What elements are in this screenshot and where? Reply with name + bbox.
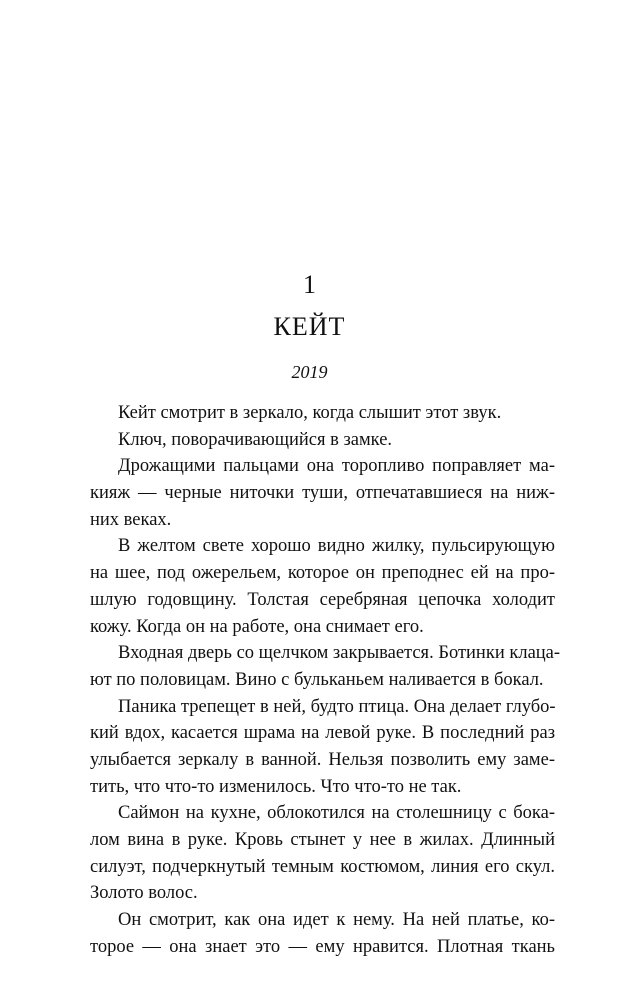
text-line: лом вина в руке. Кровь стынет у нее в жилах. Длинный <box>90 830 555 850</box>
text-line: Он смотрит, как она идет к нему. На ней платье, ко- <box>118 910 555 931</box>
text-line: кияж — черные ниточки туши, отпечатавшиеся на ниж- <box>90 483 555 504</box>
chapter-title: КЕЙТ <box>273 312 346 341</box>
text-line: силуэт, подчеркнутый темным костюмом, линия его скул. <box>90 856 555 877</box>
text-line: кий вдох, касается шрама на левой руке. В последний раз <box>90 723 555 744</box>
text-line: Саймон на кухне, облокотился на столешницу с бока- <box>118 803 555 824</box>
text-line: Дрожащими пальцами она торопливо поправляет ма- <box>118 456 555 477</box>
text-line: Входная дверь со щелчком закрывается. Ботинки клаца- <box>118 643 561 664</box>
text-line: Паника трепещет в ней, будто птица. Она делает глубо- <box>118 696 556 717</box>
text-line: кожу. Когда он на работе, она снимает его. <box>90 616 424 637</box>
chapter-year: 2019 <box>291 362 328 382</box>
text-line: Золото волос. <box>90 883 198 904</box>
chapter-number: 1 <box>303 270 316 299</box>
body-text <box>90 400 561 960</box>
text-line: улыбается зеркалу в ванной. Нельзя позволить ему заме- <box>90 749 555 770</box>
text-line: Ключ, поворачивающийся в замке. <box>118 429 393 450</box>
text-line: тить, что что-то изменилось. Что что-то не так. <box>90 776 462 797</box>
text-line: на шее, под ожерельем, которое он преподнес ей на про- <box>90 563 555 584</box>
text-line: Кейт смотрит в зеркало, когда слышит этот звук. <box>118 403 502 423</box>
text-line: торое — она знает это — ему нравится. Плотная ткань <box>90 936 555 957</box>
text-line: ют по половицам. Вино с бульканьем наливается в бокал. <box>90 669 544 690</box>
text-line: шлую годовщину. Толстая серебряная цепочка холодит <box>90 589 555 610</box>
text-line: В желтом свете хорошо видно жилку, пульсирующую <box>118 536 555 557</box>
text-line: них веках. <box>90 509 172 530</box>
